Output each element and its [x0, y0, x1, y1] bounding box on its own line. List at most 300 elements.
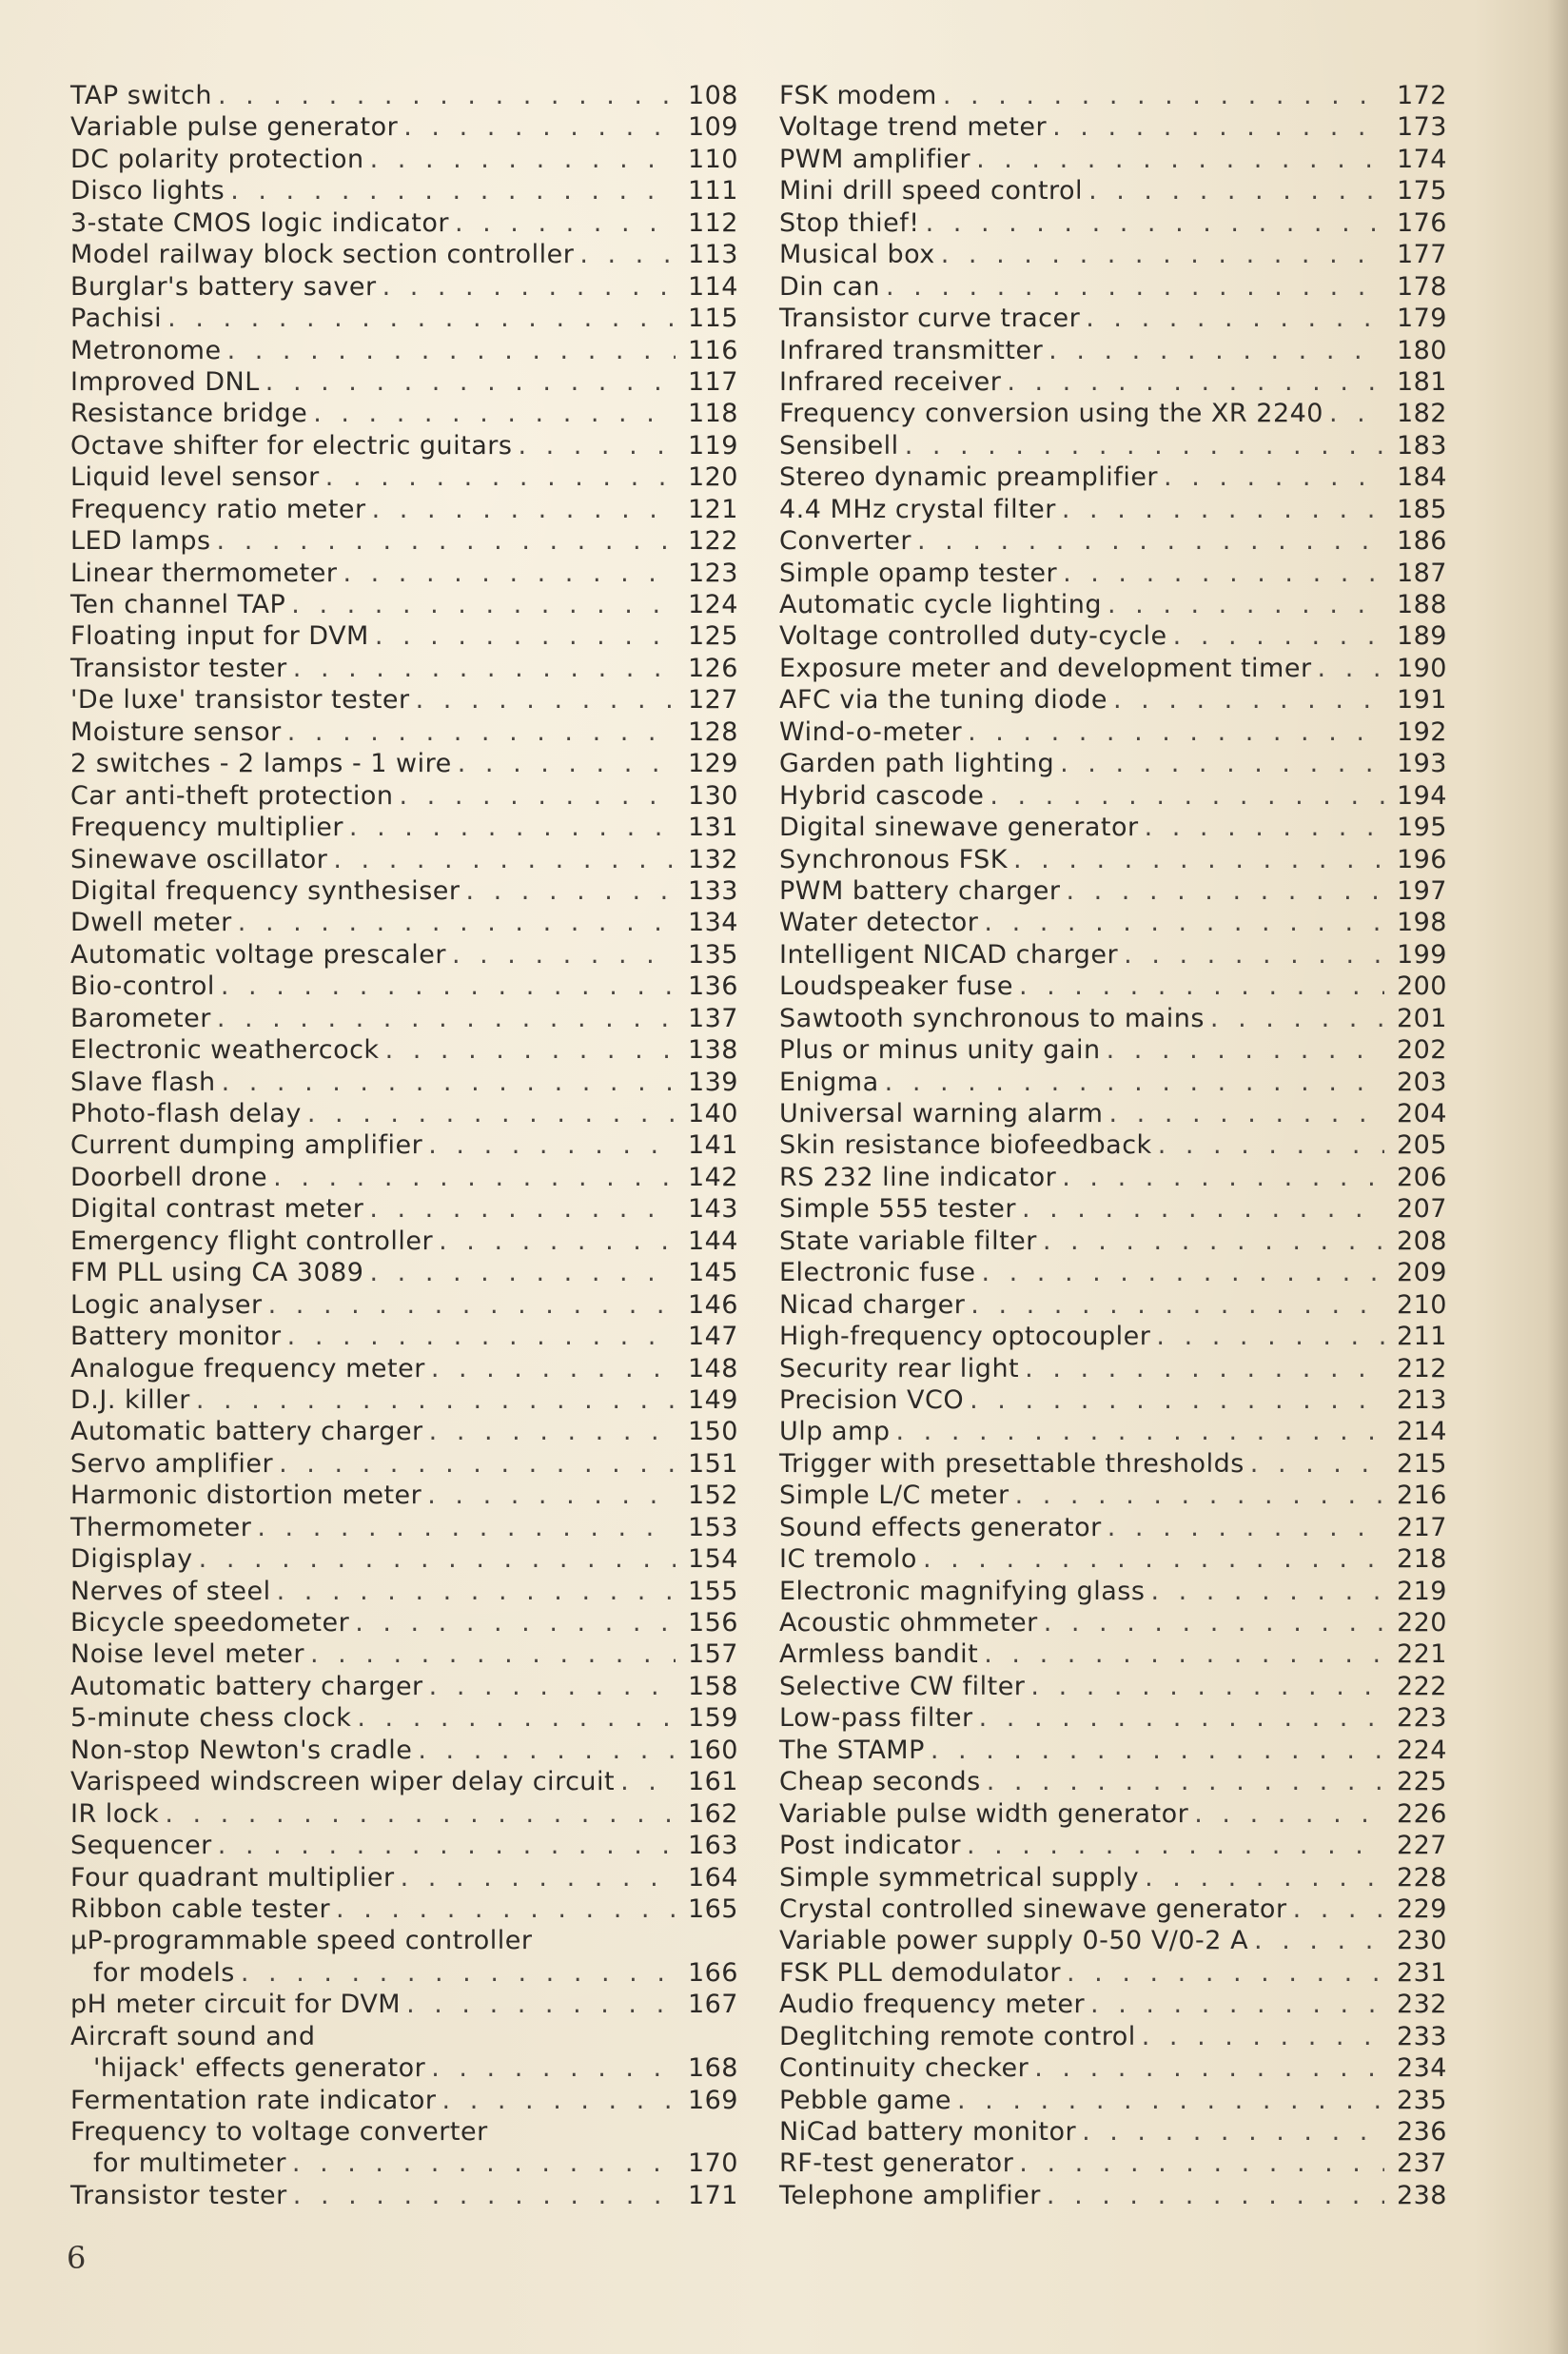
entry-page-number: 192 [1396, 716, 1447, 747]
contents-entry [779, 1257, 1447, 1288]
entry-page-number: 231 [1396, 1957, 1447, 1988]
contents-entry [70, 844, 738, 875]
entry-page-number: 114 [687, 271, 738, 302]
contents-entry [70, 1671, 738, 1702]
dot-leader [196, 1384, 676, 1416]
contents-entry [70, 1257, 738, 1288]
contents-entry [779, 1384, 1447, 1416]
dot-leader [970, 1384, 1384, 1416]
contents-entry [779, 812, 1447, 843]
contents-entry [70, 1480, 738, 1511]
entry-title: Automatic battery charger [70, 1671, 423, 1701]
entry-title: Enigma [779, 1067, 879, 1097]
entry-title: PWM amplifier [779, 144, 971, 174]
entry-title: Thermometer [70, 1512, 252, 1542]
entry-title: Four quadrant multiplier [70, 1862, 395, 1893]
entry-title: Fermentation rate indicator [70, 2085, 437, 2115]
entry-title: Digital contrast meter [70, 1194, 364, 1225]
entry-page-number: 135 [687, 939, 738, 970]
contents-entry [70, 558, 738, 589]
contents-entry [70, 175, 738, 206]
contents-entry [779, 366, 1447, 398]
dot-leader [458, 748, 676, 779]
entry-title: 2 switches - 2 lamps - 1 wire [70, 749, 452, 779]
entry-page-number: 122 [687, 526, 738, 557]
entry-title: µP-programmable speed controller [70, 1926, 533, 1956]
entry-page-number: 134 [687, 908, 738, 938]
entry-page-number: 214 [1396, 1417, 1447, 1447]
contents-entry [779, 461, 1447, 493]
contents-entry [779, 1862, 1447, 1893]
dot-leader [976, 144, 1384, 175]
entry-title: Frequency multiplier [70, 813, 343, 843]
entry-page-number: 200 [1396, 971, 1447, 1002]
contents-entry [779, 1034, 1447, 1066]
entry-page-number: 110 [687, 144, 738, 174]
contents-entry [70, 1766, 738, 1797]
dot-leader [1145, 1862, 1384, 1893]
dot-leader [1062, 494, 1384, 525]
entry-title: Audio frequency meter [779, 1990, 1086, 2020]
entry-title: IR lock [70, 1798, 160, 1829]
dot-leader [427, 1480, 676, 1511]
entry-title: Digisplay [70, 1544, 193, 1575]
contents-entry [70, 525, 738, 557]
dot-leader [265, 366, 676, 398]
entry-page-number: 112 [687, 207, 738, 238]
entry-title: Infrared transmitter [779, 335, 1044, 365]
dot-leader [357, 1702, 676, 1734]
entry-title: Water detector [779, 908, 979, 938]
contents-entry [70, 461, 738, 493]
entry-page-number: 193 [1396, 749, 1447, 779]
entry-title: Harmonic distortion meter [70, 1481, 422, 1511]
entry-title: Simple symmetrical supply [779, 1862, 1140, 1893]
entry-page-number: 181 [1396, 366, 1447, 397]
entry-page-number: 172 [1396, 81, 1447, 110]
entry-title: Stop thief! [779, 207, 920, 238]
dot-leader [967, 1830, 1384, 1861]
dot-leader [403, 111, 676, 143]
dot-leader [455, 207, 676, 239]
dot-leader [1066, 875, 1384, 907]
contents-entry [779, 1607, 1447, 1638]
entry-page-number: 207 [1396, 1194, 1447, 1225]
entry-page-number: 138 [687, 1035, 738, 1066]
entry-title: Bio-control [70, 971, 215, 1002]
entry-page-number: 161 [687, 1767, 738, 1797]
entry-title: Stereo dynamic preamplifier [779, 462, 1159, 493]
entry-page-number: 199 [1396, 939, 1447, 970]
entry-title: 4.4 MHz crystal filter [779, 494, 1056, 524]
entry-title: Cheap seconds [779, 1767, 981, 1797]
contents-entry [779, 780, 1447, 812]
dot-leader [287, 716, 676, 748]
entry-page-number: 136 [687, 971, 738, 1002]
entry-title: Variable power supply 0-50 V/0-2 A [779, 1926, 1249, 1956]
contents-entry [70, 1067, 738, 1098]
entry-title: for models [93, 1957, 235, 1988]
entry-page-number: 144 [687, 1226, 738, 1256]
entry-title: Musical box [779, 240, 935, 270]
entry-page-number: 230 [1396, 1926, 1447, 1956]
dot-leader [222, 1067, 676, 1098]
dot-leader [941, 239, 1384, 270]
entry-page-number: 152 [687, 1481, 738, 1511]
contents-entry [70, 1830, 738, 1861]
contents-entry [779, 1702, 1447, 1734]
contents-entry [779, 971, 1447, 1002]
contents-entry [779, 80, 1447, 111]
entry-title: Digital frequency synthesiser [70, 875, 461, 906]
dot-leader [1052, 111, 1384, 143]
entry-page-number: 227 [1396, 1831, 1447, 1861]
entry-title: Precision VCO [779, 1384, 965, 1415]
contents-entry [70, 1925, 738, 1956]
dot-leader [418, 1735, 676, 1766]
dot-leader [620, 1766, 676, 1797]
dot-leader [406, 1989, 676, 2020]
contents-entry [779, 620, 1447, 652]
dot-leader [291, 589, 676, 620]
entry-title: NiCad battery monitor [779, 2117, 1077, 2147]
dot-leader [325, 461, 676, 493]
contents-entry [70, 1193, 738, 1225]
entry-page-number: 131 [687, 813, 738, 843]
entry-page-number: 183 [1396, 430, 1447, 461]
contents-entry [779, 1766, 1447, 1797]
contents-entry [70, 589, 738, 620]
entry-page-number: 139 [687, 1067, 738, 1097]
entry-page-number: 221 [1396, 1639, 1447, 1670]
contents-entry [779, 1193, 1447, 1225]
entry-page-number: 129 [687, 749, 738, 779]
contents-entry [779, 207, 1447, 239]
entry-title: Frequency ratio meter [70, 494, 366, 524]
entry-page-number: 127 [687, 685, 738, 716]
contents-entry [70, 1003, 738, 1034]
contents-entry [70, 111, 738, 143]
contents-entry [779, 1289, 1447, 1321]
dot-leader [293, 653, 676, 684]
contents-entry [779, 684, 1447, 716]
contents-entry [779, 653, 1447, 684]
dot-leader [979, 1702, 1384, 1734]
contents-entry [779, 271, 1447, 303]
entry-page-number: 233 [1396, 2021, 1447, 2051]
entry-page-number: 130 [687, 780, 738, 811]
dot-leader [1088, 175, 1384, 206]
contents-entry [70, 1129, 738, 1161]
entry-page-number: 182 [1396, 399, 1447, 429]
entry-page-number: 147 [687, 1322, 738, 1352]
page-number: 6 [67, 2240, 87, 2276]
entry-title: Automatic cycle lighting [779, 590, 1103, 619]
contents-entry [70, 875, 738, 907]
entry-page-number: 155 [687, 1576, 738, 1606]
contents-entry [70, 748, 738, 779]
entry-title: Moisture sensor [70, 716, 282, 747]
dot-leader [1250, 1448, 1384, 1480]
dot-leader [1194, 1798, 1384, 1830]
contents-entry [70, 620, 738, 652]
dot-leader [518, 430, 676, 461]
contents-entry [779, 1830, 1447, 1861]
contents-entry [779, 1448, 1447, 1480]
entry-title: Garden path lighting [779, 749, 1055, 779]
entry-title: Hybrid cascode [779, 780, 985, 811]
entry-title: Simple opamp tester [779, 558, 1058, 588]
dot-leader [1293, 1893, 1384, 1925]
dot-leader [1107, 1512, 1384, 1543]
contents-entry [779, 1353, 1447, 1384]
entry-page-number: 225 [1396, 1767, 1447, 1797]
contents-entry [70, 1957, 738, 1989]
contents-entry [70, 2052, 738, 2084]
contents-entry [779, 907, 1447, 938]
contents-entry [779, 1480, 1447, 1511]
entry-page-number: 115 [687, 304, 738, 334]
contents-entry [70, 2021, 738, 2052]
contents-column-left [70, 80, 738, 2211]
entry-page-number: 177 [1396, 240, 1447, 270]
contents-entry [779, 2180, 1447, 2211]
dot-leader [349, 812, 676, 843]
entry-title: Electronic magnifying glass [779, 1576, 1146, 1606]
dot-leader [293, 2180, 676, 2211]
entry-title: FM PLL using CA 3089 [70, 1258, 364, 1288]
dot-leader [990, 780, 1384, 812]
dot-leader [167, 303, 676, 334]
contents-entry [70, 2085, 738, 2116]
entry-page-number: 235 [1396, 2085, 1447, 2115]
contents-entry [779, 2116, 1447, 2148]
entry-page-number: 188 [1396, 590, 1447, 619]
entry-title: Acoustic ohmmeter [779, 1608, 1038, 1638]
dot-leader [429, 1416, 676, 1447]
entry-page-number: 163 [687, 1831, 738, 1861]
dot-leader [1067, 1957, 1384, 1989]
contents-entry [70, 1034, 738, 1066]
contents-entry [779, 1735, 1447, 1766]
entry-title: Burglar's battery saver [70, 271, 377, 302]
dot-leader [343, 558, 676, 589]
dot-leader [1107, 1034, 1384, 1066]
entry-page-number: 222 [1396, 1671, 1447, 1701]
contents-entry [779, 494, 1447, 525]
dot-leader [429, 1671, 676, 1702]
dot-leader [310, 1638, 676, 1670]
entry-page-number: 204 [1396, 1099, 1447, 1128]
contents-entry [779, 1798, 1447, 1830]
entry-page-number: 223 [1396, 1703, 1447, 1734]
entry-page-number: 205 [1396, 1130, 1447, 1161]
entry-title: Crystal controlled sinewave generator [779, 1893, 1287, 1924]
dot-leader [1145, 812, 1384, 843]
contents-entry [779, 2052, 1447, 2084]
dot-leader [1047, 2180, 1384, 2211]
entry-page-number: 162 [687, 1798, 738, 1829]
entry-page-number: 117 [687, 366, 738, 397]
entry-title: Resistance bridge [70, 399, 308, 429]
entry-title: Logic analyser [70, 1289, 263, 1320]
dot-leader [1063, 558, 1384, 589]
entry-title: Octave shifter for electric guitars [70, 430, 513, 461]
contents-entry [779, 525, 1447, 557]
contents-entry [779, 111, 1447, 143]
entry-title: Transistor curve tracer [779, 304, 1081, 334]
dot-leader [1015, 1480, 1384, 1511]
entry-page-number: 173 [1396, 112, 1447, 143]
entry-title: Telephone amplifier [779, 2180, 1041, 2210]
entry-title: Skin resistance biofeedback [779, 1130, 1152, 1161]
entry-title: Sensibell [779, 430, 899, 461]
entry-title: Frequency to voltage converter [70, 2117, 488, 2147]
contents-entry [70, 430, 738, 461]
entry-title: Frequency conversion using the XR 2240 [779, 399, 1323, 429]
entry-title: TAP switch [70, 81, 212, 110]
entry-title: IC tremolo [779, 1544, 917, 1575]
entry-title: Sequencer [70, 1831, 212, 1861]
entry-page-number: 229 [1396, 1893, 1447, 1924]
entry-page-number: 123 [687, 558, 738, 588]
contents-entry [70, 303, 738, 334]
entry-page-number: 194 [1396, 780, 1447, 811]
entry-page-number: 166 [687, 1957, 738, 1988]
entry-title: Model railway block section controller [70, 240, 575, 270]
entry-title: Synchronous FSK [779, 844, 1009, 874]
entry-title: Linear thermometer [70, 558, 338, 588]
entry-page-number: 160 [687, 1735, 738, 1765]
entry-title: FSK PLL demodulator [779, 1957, 1062, 1988]
entry-title: for multimeter [93, 2148, 286, 2179]
entry-title: Infrared receiver [779, 366, 1002, 397]
dot-leader [1060, 748, 1384, 779]
contents-entry [70, 939, 738, 971]
dot-leader [382, 271, 676, 303]
contents-entry [779, 2085, 1447, 2116]
entry-page-number: 237 [1396, 2148, 1447, 2179]
contents-entry [70, 239, 738, 270]
entry-page-number: 189 [1396, 621, 1447, 652]
dot-leader [1142, 2021, 1384, 2052]
entry-page-number: 196 [1396, 844, 1447, 874]
entry-page-number: 215 [1396, 1448, 1447, 1479]
entry-page-number: 228 [1396, 1862, 1447, 1893]
contents-entry [70, 1862, 738, 1893]
dot-leader [217, 1003, 676, 1034]
contents-entry [779, 335, 1447, 366]
entry-title: Variable pulse generator [70, 112, 399, 143]
dot-leader [579, 239, 676, 270]
dot-leader [221, 971, 676, 1002]
dot-leader [431, 1353, 676, 1384]
entry-title: Simple 555 tester [779, 1194, 1016, 1225]
entry-title: Aircraft sound and [70, 2021, 316, 2051]
dot-leader [1022, 1193, 1384, 1225]
entry-title: Low-pass filter [779, 1703, 973, 1734]
contents-entry [70, 1448, 738, 1480]
dot-leader [984, 907, 1384, 938]
entry-page-number: 209 [1396, 1258, 1447, 1288]
entry-title: Slave flash [70, 1067, 216, 1097]
dot-leader [1164, 461, 1384, 493]
contents-entry [70, 1384, 738, 1416]
entry-title: Dwell meter [70, 908, 232, 938]
entry-title: The STAMP [779, 1735, 925, 1765]
contents-entry [70, 1798, 738, 1830]
dot-leader [199, 1543, 676, 1575]
entry-page-number: 126 [687, 653, 738, 683]
entry-title: Din can [779, 271, 880, 302]
entry-page-number: 234 [1396, 2053, 1447, 2084]
entry-page-number: 133 [687, 875, 738, 906]
entry-page-number: 153 [687, 1512, 738, 1542]
contents-entry [779, 1957, 1447, 1989]
entry-title: Noise level meter [70, 1639, 304, 1670]
entry-page-number: 224 [1396, 1735, 1447, 1765]
contents-entry [779, 398, 1447, 429]
entry-page-number: 171 [687, 2180, 738, 2210]
entry-page-number: 203 [1396, 1067, 1447, 1097]
contents-entry [70, 2148, 738, 2179]
entry-page-number: 174 [1396, 144, 1447, 174]
dot-leader [370, 1257, 676, 1288]
contents-entry [779, 1129, 1447, 1161]
entry-title: LED lamps [70, 526, 211, 557]
dot-leader [1107, 589, 1384, 620]
dot-leader [1090, 1989, 1384, 2020]
dot-leader [372, 494, 676, 525]
dot-leader [292, 2148, 676, 2179]
entry-title: Bicycle speedometer [70, 1608, 350, 1638]
dot-leader [465, 875, 676, 907]
dot-leader [1007, 366, 1384, 398]
dot-leader [1329, 398, 1384, 429]
dot-leader [369, 1193, 676, 1225]
entry-page-number: 146 [687, 1289, 738, 1320]
contents-entry [70, 907, 738, 938]
dot-leader [333, 844, 676, 875]
contents-entry [779, 748, 1447, 779]
dot-leader [257, 1512, 676, 1543]
entry-title: Nerves of steel [70, 1576, 271, 1606]
contents-column-right [779, 80, 1447, 2211]
entry-page-number: 140 [687, 1099, 738, 1128]
contents-entry [70, 1289, 738, 1321]
entry-page-number: 145 [687, 1258, 738, 1288]
dot-leader [355, 1607, 676, 1638]
entry-page-number: 238 [1396, 2180, 1447, 2210]
entry-page-number: 154 [687, 1544, 738, 1575]
entry-title: Emergency flight controller [70, 1226, 434, 1256]
contents-entry [779, 1576, 1447, 1607]
contents-entry [779, 2021, 1447, 2052]
entry-page-number: 180 [1396, 335, 1447, 365]
entry-title: Security rear light [779, 1353, 1020, 1383]
entry-page-number: 218 [1396, 1544, 1447, 1575]
entry-page-number: 109 [687, 112, 738, 143]
contents-entry [779, 175, 1447, 206]
entry-title: Plus or minus unity gain [779, 1035, 1101, 1066]
dot-leader [279, 1448, 676, 1480]
entry-title: Digital sinewave generator [779, 813, 1139, 843]
contents-entry [779, 939, 1447, 971]
entry-title: Barometer [70, 1003, 211, 1033]
entry-title: Analogue frequency meter [70, 1353, 425, 1383]
dot-leader [428, 1129, 676, 1161]
entry-title: Voltage trend meter [779, 112, 1048, 143]
